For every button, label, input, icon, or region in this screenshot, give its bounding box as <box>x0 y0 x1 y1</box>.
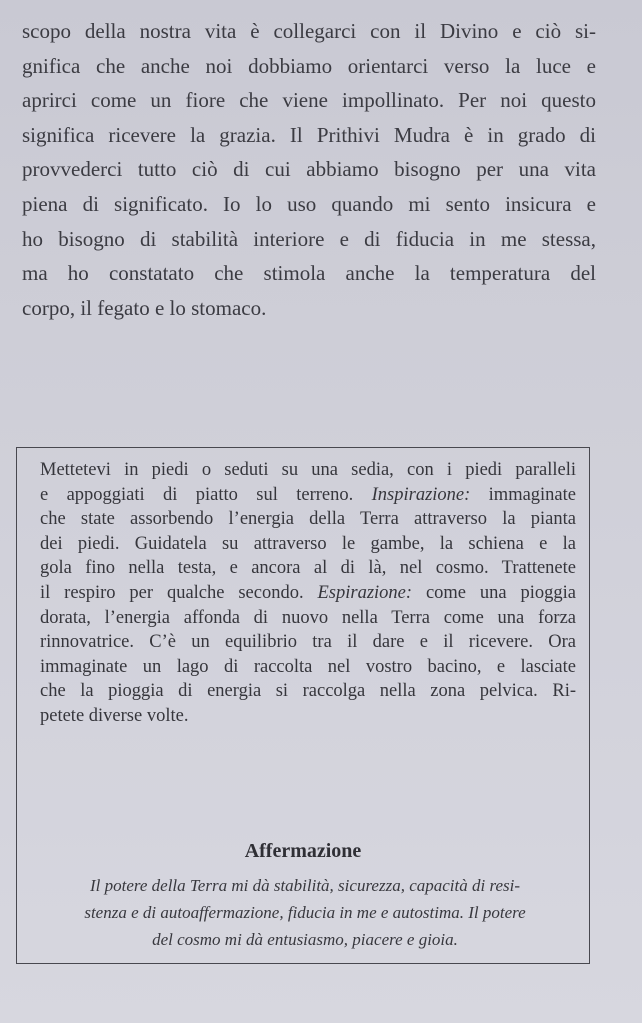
affirmation-line: Il potere della Terra mi dà stabilità, sicurezza, capacità di resi- <box>89 876 520 895</box>
instruction-line: dorata, l’energia affonda di nuovo nella Terra come una forza <box>40 607 576 628</box>
body-paragraph <box>22 14 596 325</box>
instruction-line: immaginate un lago di raccolta nel vostro bacino, e lasciate <box>40 656 576 677</box>
instruction-text: e appoggiati di piatto sul terreno. <box>40 484 372 505</box>
instruction-line: dei piedi. Guidatela su attraverso le gambe, la schiena e la <box>40 533 576 554</box>
inspiration-label: Inspirazione: <box>371 484 471 505</box>
affirmation-title: Affermazione <box>244 840 362 862</box>
instruction-line: Mettetevi in piedi o seduti su una sedia, con i piedi paralleli <box>40 460 576 480</box>
instruction-line: petete diverse volte. <box>40 705 189 726</box>
instruction-line <box>40 483 576 508</box>
instruction-line <box>40 581 576 606</box>
instruction-line: che state assorbendo l’energia della Terra attraverso la pianta <box>40 509 576 530</box>
expiration-label: Espirazione: <box>317 582 413 603</box>
paragraph-line: aprirci come un fiore che viene impollinato. Per noi questo <box>22 88 596 113</box>
instruction-text: immaginate <box>470 484 576 505</box>
exercise-instructions <box>40 458 576 729</box>
paragraph-line: gnifica che anche noi dobbiamo orientarci verso la luce e <box>22 53 596 78</box>
instruction-line: rinnovatrice. C’è un equilibrio tra il dare e il ricevere. Ora <box>40 632 576 653</box>
instruction-line: che la pioggia di energia si raccolga nella zona pelvica. Ri- <box>40 681 576 702</box>
paragraph-line: corpo, il fegato e lo stomaco. <box>22 295 267 320</box>
paragraph-line: provvederci tutto ciò di cui abbiamo bisogno per una vita <box>22 157 596 182</box>
exercise-box <box>16 447 590 964</box>
paragraph-line: significa ricevere la grazia. Il Prithivi Mudra è in grado di <box>22 122 596 147</box>
paragraph-line: ho bisogno di stabilità interiore e di fiducia in me stessa, <box>22 226 596 251</box>
paragraph-line: ma ho constatato che stimola anche la temperatura del <box>22 261 596 286</box>
affirmation-line: del cosmo mi dà entusiasmo, piacere e gioia. <box>152 930 458 949</box>
paragraph-line: piena di significato. Io lo uso quando mi sento insicura e <box>22 191 596 216</box>
affirmation-text <box>47 872 563 953</box>
instruction-line: gola fino nella testa, e ancora al di là, nel cosmo. Trattenete <box>40 558 576 579</box>
affirmation-line: stenza e di autoaffermazione, fiducia in me e autostima. Il potere <box>84 903 526 922</box>
paragraph-line: scopo della nostra vita è collegarci con il Divino e ciò si- <box>22 19 596 43</box>
instruction-text: come una pioggia <box>412 582 576 603</box>
instruction-text: il respiro per qualche secondo. <box>40 582 318 603</box>
